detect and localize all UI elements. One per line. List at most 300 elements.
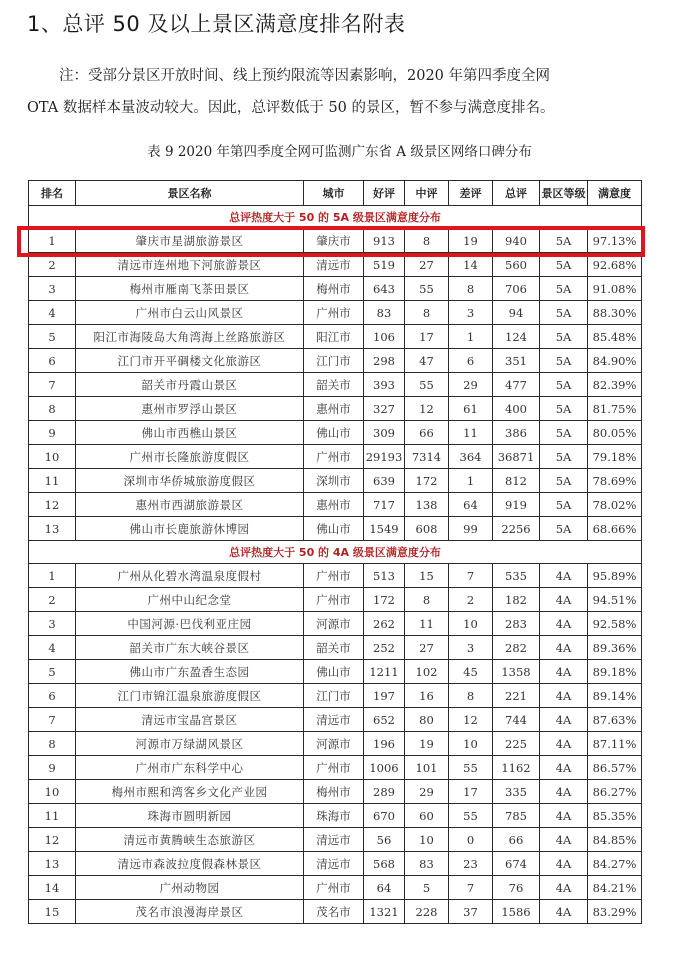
cell-name: 中国河源·巴伐利亚庄园 xyxy=(76,612,304,636)
table-row xyxy=(29,612,642,636)
cell-grade: 4A xyxy=(540,684,588,708)
col-header-total: 总评 xyxy=(493,181,540,206)
cell-satisfaction: 84.85% xyxy=(588,828,642,852)
cell-satisfaction: 83.29% xyxy=(588,900,642,924)
cell-city: 江门市 xyxy=(304,349,364,373)
cell-mid: 80 xyxy=(405,708,449,732)
cell-name: 广州市长隆旅游度假区 xyxy=(76,445,304,469)
cell-grade: 4A xyxy=(540,612,588,636)
cell-total: 386 xyxy=(493,421,540,445)
cell-rank: 12 xyxy=(29,828,76,852)
cell-rank: 13 xyxy=(29,852,76,876)
cell-city: 河源市 xyxy=(304,732,364,756)
cell-mid: 12 xyxy=(405,397,449,421)
table-row xyxy=(29,876,642,900)
cell-mid: 138 xyxy=(405,493,449,517)
cell-total: 919 xyxy=(493,493,540,517)
cell-good: 717 xyxy=(364,493,405,517)
col-header-good: 好评 xyxy=(364,181,405,206)
cell-bad: 29 xyxy=(449,373,493,397)
cell-rank: 5 xyxy=(29,660,76,684)
cell-good: 913 xyxy=(364,229,405,253)
cell-satisfaction: 89.14% xyxy=(588,684,642,708)
cell-mid: 27 xyxy=(405,636,449,660)
cell-city: 广州市 xyxy=(304,588,364,612)
cell-bad: 7 xyxy=(449,564,493,588)
cell-total: 477 xyxy=(493,373,540,397)
cell-satisfaction: 84.27% xyxy=(588,852,642,876)
cell-grade: 4A xyxy=(540,756,588,780)
cell-name: 深圳市华侨城旅游度假区 xyxy=(76,469,304,493)
cell-mid: 11 xyxy=(405,612,449,636)
cell-rank: 9 xyxy=(29,421,76,445)
cell-total: 785 xyxy=(493,804,540,828)
table-row xyxy=(29,684,642,708)
cell-name: 惠州市罗浮山景区 xyxy=(76,397,304,421)
cell-satisfaction: 87.11% xyxy=(588,732,642,756)
cell-city: 清远市 xyxy=(304,828,364,852)
cell-satisfaction: 91.08% xyxy=(588,277,642,301)
cell-total: 124 xyxy=(493,325,540,349)
cell-satisfaction: 78.69% xyxy=(588,469,642,493)
cell-bad: 12 xyxy=(449,708,493,732)
cell-mid: 16 xyxy=(405,684,449,708)
table-body xyxy=(29,206,642,924)
cell-bad: 61 xyxy=(449,397,493,421)
cell-bad: 6 xyxy=(449,349,493,373)
cell-grade: 5A xyxy=(540,517,588,541)
cell-grade: 4A xyxy=(540,732,588,756)
cell-total: 225 xyxy=(493,732,540,756)
cell-city: 肇庆市 xyxy=(304,229,364,253)
cell-rank: 8 xyxy=(29,732,76,756)
cell-good: 83 xyxy=(364,301,405,325)
cell-good: 172 xyxy=(364,588,405,612)
cell-grade: 5A xyxy=(540,325,588,349)
table-row xyxy=(29,397,642,421)
cell-rank: 7 xyxy=(29,708,76,732)
col-header-satisfaction: 满意度 xyxy=(588,181,642,206)
cell-mid: 29 xyxy=(405,780,449,804)
cell-bad: 1 xyxy=(449,469,493,493)
cell-total: 674 xyxy=(493,852,540,876)
cell-total: 36871 xyxy=(493,445,540,469)
cell-rank: 3 xyxy=(29,612,76,636)
cell-name: 肇庆市星湖旅游景区 xyxy=(76,229,304,253)
cell-city: 广州市 xyxy=(304,564,364,588)
cell-bad: 11 xyxy=(449,421,493,445)
cell-satisfaction: 85.48% xyxy=(588,325,642,349)
cell-city: 清远市 xyxy=(304,708,364,732)
cell-rank: 11 xyxy=(29,804,76,828)
cell-satisfaction: 86.27% xyxy=(588,780,642,804)
cell-satisfaction: 81.75% xyxy=(588,397,642,421)
col-header-name: 景区名称 xyxy=(76,181,304,206)
cell-grade: 4A xyxy=(540,660,588,684)
cell-city: 梅州市 xyxy=(304,780,364,804)
table-row xyxy=(29,253,642,277)
table-row xyxy=(29,349,642,373)
cell-good: 56 xyxy=(364,828,405,852)
cell-satisfaction: 78.02% xyxy=(588,493,642,517)
cell-mid: 228 xyxy=(405,900,449,924)
cell-good: 639 xyxy=(364,469,405,493)
cell-grade: 5A xyxy=(540,253,588,277)
cell-good: 652 xyxy=(364,708,405,732)
cell-grade: 4A xyxy=(540,780,588,804)
cell-good: 196 xyxy=(364,732,405,756)
cell-good: 289 xyxy=(364,780,405,804)
cell-total: 182 xyxy=(493,588,540,612)
cell-mid: 172 xyxy=(405,469,449,493)
cell-bad: 17 xyxy=(449,780,493,804)
cell-rank: 1 xyxy=(29,564,76,588)
cell-rank: 12 xyxy=(29,493,76,517)
cell-good: 1211 xyxy=(364,660,405,684)
table-row xyxy=(29,732,642,756)
cell-mid: 60 xyxy=(405,804,449,828)
cell-mid: 83 xyxy=(405,852,449,876)
cell-satisfaction: 86.57% xyxy=(588,756,642,780)
cell-rank: 2 xyxy=(29,588,76,612)
cell-rank: 4 xyxy=(29,301,76,325)
cell-city: 梅州市 xyxy=(304,277,364,301)
ranking-table xyxy=(28,180,642,924)
cell-good: 252 xyxy=(364,636,405,660)
note-paragraph xyxy=(27,60,647,124)
cell-mid: 8 xyxy=(405,301,449,325)
cell-rank: 2 xyxy=(29,253,76,277)
cell-grade: 5A xyxy=(540,493,588,517)
table-row xyxy=(29,756,642,780)
cell-bad: 3 xyxy=(449,636,493,660)
cell-grade: 5A xyxy=(540,349,588,373)
section-title: 总评热度大于 50 的 5A 级景区满意度分布 xyxy=(29,206,642,229)
cell-city: 韶关市 xyxy=(304,636,364,660)
cell-name: 广州动物园 xyxy=(76,876,304,900)
cell-satisfaction: 68.66% xyxy=(588,517,642,541)
table-row xyxy=(29,828,642,852)
cell-total: 1162 xyxy=(493,756,540,780)
table-row xyxy=(29,493,642,517)
cell-city: 江门市 xyxy=(304,684,364,708)
cell-good: 643 xyxy=(364,277,405,301)
cell-name: 惠州市西湖旅游景区 xyxy=(76,493,304,517)
cell-grade: 4A xyxy=(540,900,588,924)
cell-name: 阳江市海陵岛大角湾海上丝路旅游区 xyxy=(76,325,304,349)
cell-rank: 4 xyxy=(29,636,76,660)
section-header-row xyxy=(29,206,642,229)
cell-total: 94 xyxy=(493,301,540,325)
cell-total: 335 xyxy=(493,780,540,804)
table-caption: 表 9 2020 年第四季度全网可监测广东省 A 级景区网络口碑分布 xyxy=(147,144,532,160)
cell-rank: 9 xyxy=(29,756,76,780)
cell-total: 283 xyxy=(493,612,540,636)
table-row xyxy=(29,469,642,493)
cell-name: 江门市锦江温泉旅游度假区 xyxy=(76,684,304,708)
cell-name: 韶关市丹霞山景区 xyxy=(76,373,304,397)
cell-grade: 5A xyxy=(540,301,588,325)
col-header-city: 城市 xyxy=(304,181,364,206)
cell-mid: 7314 xyxy=(405,445,449,469)
cell-total: 76 xyxy=(493,876,540,900)
cell-rank: 10 xyxy=(29,780,76,804)
cell-mid: 8 xyxy=(405,588,449,612)
cell-name: 清远市森波拉度假森林景区 xyxy=(76,852,304,876)
cell-name: 佛山市长鹿旅游休博园 xyxy=(76,517,304,541)
cell-grade: 5A xyxy=(540,229,588,253)
cell-grade: 4A xyxy=(540,708,588,732)
cell-mid: 27 xyxy=(405,253,449,277)
cell-bad: 37 xyxy=(449,900,493,924)
cell-satisfaction: 92.58% xyxy=(588,612,642,636)
table-row xyxy=(29,708,642,732)
cell-mid: 47 xyxy=(405,349,449,373)
cell-bad: 364 xyxy=(449,445,493,469)
cell-mid: 101 xyxy=(405,756,449,780)
cell-total: 66 xyxy=(493,828,540,852)
cell-grade: 5A xyxy=(540,277,588,301)
cell-good: 298 xyxy=(364,349,405,373)
cell-name: 珠海市圆明新园 xyxy=(76,804,304,828)
cell-satisfaction: 80.05% xyxy=(588,421,642,445)
cell-rank: 11 xyxy=(29,469,76,493)
cell-bad: 8 xyxy=(449,684,493,708)
cell-good: 568 xyxy=(364,852,405,876)
cell-rank: 8 xyxy=(29,397,76,421)
cell-bad: 10 xyxy=(449,732,493,756)
note-line-1: 注：受部分景区开放时间、线上预约限流等因素影响，2020 年第四季度全网 xyxy=(59,68,551,84)
cell-rank: 7 xyxy=(29,373,76,397)
cell-good: 106 xyxy=(364,325,405,349)
cell-total: 1586 xyxy=(493,900,540,924)
col-header-grade: 景区等级 xyxy=(540,181,588,206)
table-row xyxy=(29,564,642,588)
cell-name: 梅州市雁南飞茶田景区 xyxy=(76,277,304,301)
cell-city: 佛山市 xyxy=(304,517,364,541)
cell-bad: 55 xyxy=(449,804,493,828)
cell-city: 广州市 xyxy=(304,756,364,780)
cell-grade: 5A xyxy=(540,373,588,397)
cell-grade: 4A xyxy=(540,804,588,828)
cell-city: 河源市 xyxy=(304,612,364,636)
cell-bad: 45 xyxy=(449,660,493,684)
cell-mid: 66 xyxy=(405,421,449,445)
cell-name: 广州中山纪念堂 xyxy=(76,588,304,612)
cell-bad: 64 xyxy=(449,493,493,517)
cell-bad: 14 xyxy=(449,253,493,277)
cell-satisfaction: 94.51% xyxy=(588,588,642,612)
cell-grade: 5A xyxy=(540,469,588,493)
cell-name: 佛山市西樵山景区 xyxy=(76,421,304,445)
cell-grade: 4A xyxy=(540,828,588,852)
cell-grade: 4A xyxy=(540,876,588,900)
table-row xyxy=(29,229,642,253)
cell-city: 清远市 xyxy=(304,852,364,876)
cell-rank: 6 xyxy=(29,349,76,373)
cell-good: 1321 xyxy=(364,900,405,924)
cell-satisfaction: 89.36% xyxy=(588,636,642,660)
cell-good: 64 xyxy=(364,876,405,900)
cell-city: 佛山市 xyxy=(304,660,364,684)
cell-satisfaction: 84.90% xyxy=(588,349,642,373)
cell-total: 560 xyxy=(493,253,540,277)
cell-name: 广州从化碧水湾温泉度假村 xyxy=(76,564,304,588)
cell-good: 513 xyxy=(364,564,405,588)
table-row xyxy=(29,780,642,804)
cell-mid: 102 xyxy=(405,660,449,684)
cell-good: 670 xyxy=(364,804,405,828)
cell-grade: 4A xyxy=(540,564,588,588)
cell-name: 清远市黄腾峡生态旅游区 xyxy=(76,828,304,852)
cell-name: 广州市白云山风景区 xyxy=(76,301,304,325)
cell-mid: 55 xyxy=(405,277,449,301)
cell-name: 清远市连州地下河旅游景区 xyxy=(76,253,304,277)
cell-good: 262 xyxy=(364,612,405,636)
cell-city: 惠州市 xyxy=(304,493,364,517)
cell-mid: 5 xyxy=(405,876,449,900)
table-row xyxy=(29,517,642,541)
cell-total: 706 xyxy=(493,277,540,301)
cell-grade: 5A xyxy=(540,397,588,421)
cell-city: 茂名市 xyxy=(304,900,364,924)
cell-satisfaction: 85.35% xyxy=(588,804,642,828)
cell-name: 河源市万绿湖风景区 xyxy=(76,732,304,756)
cell-city: 惠州市 xyxy=(304,397,364,421)
cell-rank: 10 xyxy=(29,445,76,469)
cell-rank: 15 xyxy=(29,900,76,924)
cell-good: 309 xyxy=(364,421,405,445)
cell-good: 1006 xyxy=(364,756,405,780)
cell-grade: 4A xyxy=(540,852,588,876)
cell-rank: 14 xyxy=(29,876,76,900)
cell-bad: 23 xyxy=(449,852,493,876)
cell-total: 400 xyxy=(493,397,540,421)
table-header-row xyxy=(29,181,642,206)
cell-satisfaction: 87.63% xyxy=(588,708,642,732)
cell-bad: 3 xyxy=(449,301,493,325)
cell-rank: 3 xyxy=(29,277,76,301)
cell-bad: 10 xyxy=(449,612,493,636)
cell-name: 梅州市熙和湾客乡文化产业园 xyxy=(76,780,304,804)
cell-satisfaction: 88.30% xyxy=(588,301,642,325)
cell-rank: 6 xyxy=(29,684,76,708)
cell-total: 2256 xyxy=(493,517,540,541)
cell-city: 广州市 xyxy=(304,301,364,325)
cell-mid: 15 xyxy=(405,564,449,588)
cell-good: 197 xyxy=(364,684,405,708)
cell-city: 韶关市 xyxy=(304,373,364,397)
table-row xyxy=(29,373,642,397)
cell-total: 535 xyxy=(493,564,540,588)
cell-city: 阳江市 xyxy=(304,325,364,349)
cell-good: 1549 xyxy=(364,517,405,541)
table-row xyxy=(29,325,642,349)
cell-bad: 7 xyxy=(449,876,493,900)
cell-name: 茂名市浪漫海岸景区 xyxy=(76,900,304,924)
cell-mid: 17 xyxy=(405,325,449,349)
cell-total: 940 xyxy=(493,229,540,253)
cell-good: 29193 xyxy=(364,445,405,469)
cell-satisfaction: 95.89% xyxy=(588,564,642,588)
cell-mid: 10 xyxy=(405,828,449,852)
section-header-row xyxy=(29,541,642,564)
cell-city: 佛山市 xyxy=(304,421,364,445)
cell-rank: 13 xyxy=(29,517,76,541)
cell-bad: 1 xyxy=(449,325,493,349)
cell-city: 广州市 xyxy=(304,876,364,900)
table-row xyxy=(29,445,642,469)
cell-total: 282 xyxy=(493,636,540,660)
cell-satisfaction: 84.21% xyxy=(588,876,642,900)
cell-rank: 1 xyxy=(29,229,76,253)
cell-bad: 55 xyxy=(449,756,493,780)
table-row xyxy=(29,804,642,828)
table-row xyxy=(29,660,642,684)
cell-city: 清远市 xyxy=(304,253,364,277)
cell-mid: 8 xyxy=(405,229,449,253)
table-row xyxy=(29,588,642,612)
cell-total: 812 xyxy=(493,469,540,493)
cell-good: 519 xyxy=(364,253,405,277)
note-line-2: OTA 数据样本量波动较大。因此，总评数低于 50 的景区，暂不参与满意度排名。 xyxy=(27,100,555,116)
col-header-bad: 差评 xyxy=(449,181,493,206)
cell-grade: 5A xyxy=(540,445,588,469)
table-row xyxy=(29,277,642,301)
cell-good: 327 xyxy=(364,397,405,421)
cell-satisfaction: 92.68% xyxy=(588,253,642,277)
cell-satisfaction: 97.13% xyxy=(588,229,642,253)
table-row xyxy=(29,852,642,876)
cell-satisfaction: 82.39% xyxy=(588,373,642,397)
cell-bad: 19 xyxy=(449,229,493,253)
section-heading: 1、总评 50 及以上景区满意度排名附表 xyxy=(27,12,406,36)
cell-name: 江门市开平碉楼文化旅游区 xyxy=(76,349,304,373)
cell-name: 清远市宝晶宫景区 xyxy=(76,708,304,732)
col-header-rank: 排名 xyxy=(29,181,76,206)
cell-mid: 55 xyxy=(405,373,449,397)
cell-bad: 2 xyxy=(449,588,493,612)
section-title: 总评热度大于 50 的 4A 级景区满意度分布 xyxy=(29,541,642,564)
cell-city: 广州市 xyxy=(304,445,364,469)
cell-grade: 4A xyxy=(540,636,588,660)
cell-rank: 5 xyxy=(29,325,76,349)
table-row xyxy=(29,636,642,660)
cell-city: 珠海市 xyxy=(304,804,364,828)
cell-city: 深圳市 xyxy=(304,469,364,493)
cell-satisfaction: 89.18% xyxy=(588,660,642,684)
table-row xyxy=(29,301,642,325)
cell-grade: 5A xyxy=(540,421,588,445)
cell-total: 1358 xyxy=(493,660,540,684)
cell-grade: 4A xyxy=(540,588,588,612)
col-header-mid: 中评 xyxy=(405,181,449,206)
cell-name: 佛山市广东盈香生态园 xyxy=(76,660,304,684)
cell-total: 221 xyxy=(493,684,540,708)
cell-mid: 608 xyxy=(405,517,449,541)
cell-bad: 99 xyxy=(449,517,493,541)
cell-good: 393 xyxy=(364,373,405,397)
cell-bad: 8 xyxy=(449,277,493,301)
table-row xyxy=(29,900,642,924)
cell-total: 351 xyxy=(493,349,540,373)
cell-mid: 19 xyxy=(405,732,449,756)
cell-bad: 0 xyxy=(449,828,493,852)
cell-total: 744 xyxy=(493,708,540,732)
cell-name: 广州市广东科学中心 xyxy=(76,756,304,780)
cell-satisfaction: 79.18% xyxy=(588,445,642,469)
cell-name: 韶关市广东大峡谷景区 xyxy=(76,636,304,660)
